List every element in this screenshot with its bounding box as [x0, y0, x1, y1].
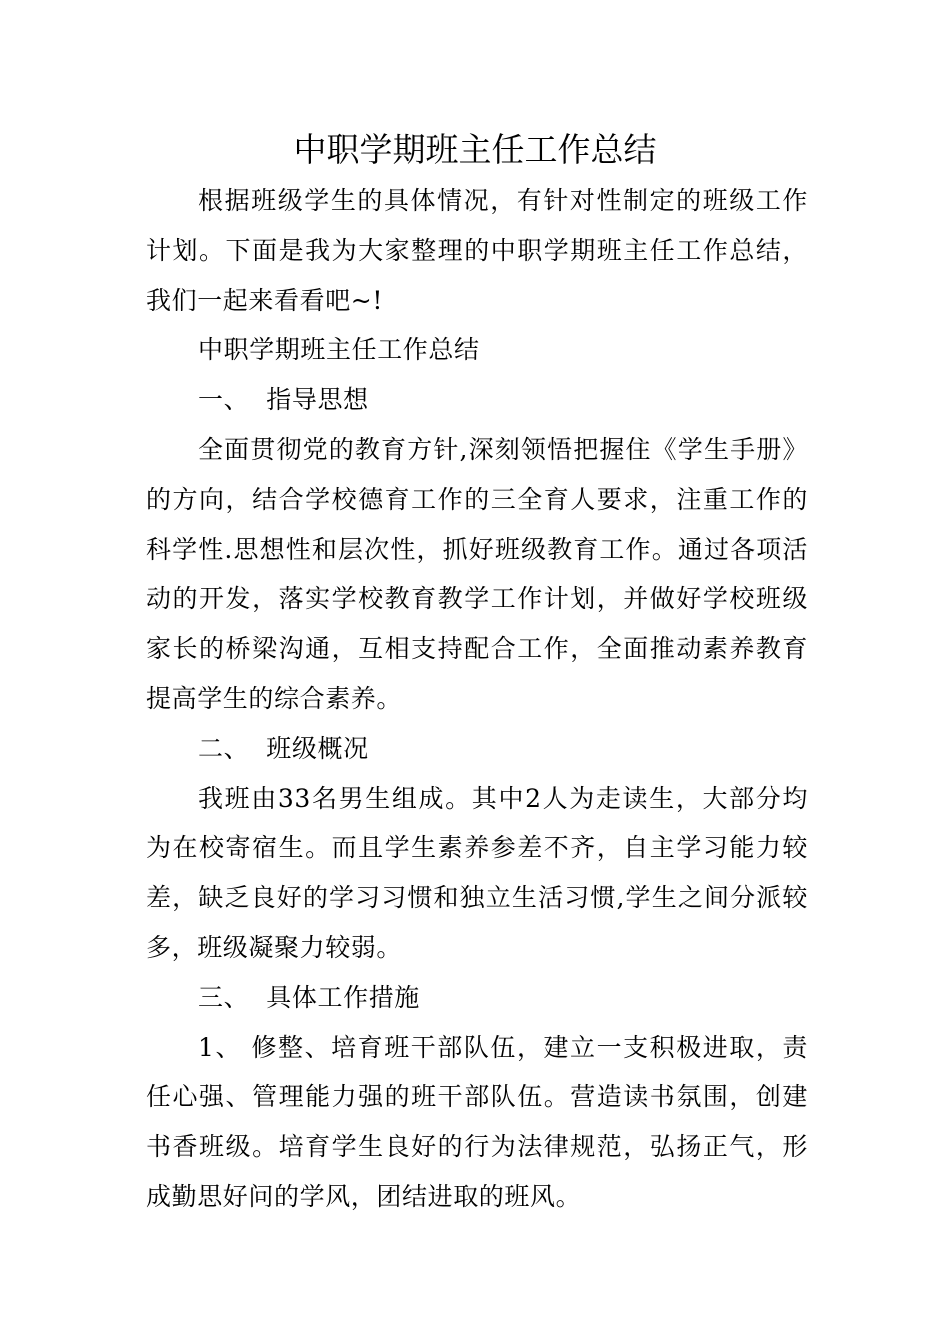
document-body [146, 176, 808, 1222]
intro-paragraph: 根据班级学生的具体情况，有针对性制定的班级工作计划。下面是我为大家整理的中职学期班主任工作总结，我们一起来看看吧~! [146, 186, 808, 315]
section-3-heading: 三、 具体工作措施 [198, 982, 420, 1012]
section-2-paragraph: 我班由33名男生组成。其中2人为走读生，大部分均为在校寄宿生。而且学生素养参差不齐，自主学习能力较差，缺乏良好的学习习惯和独立生活习惯,学生之间分派较多，班级凝聚力较弱。 [146, 783, 808, 962]
subtitle-line: 中职学期班主任工作总结 [198, 335, 480, 365]
section-1-heading: 一、 指导思想 [198, 385, 369, 415]
section-1-paragraph: 全面贯彻党的教育方针,深刻领悟把握住《学生手册》的方向，结合学校德育工作的三全育人要求，注重工作的科学性.思想性和层次性，抓好班级教育工作。通过各项活动的开发，落实学校教育教学工作计划，并做好学校班级家长的桥梁沟通，互相支持配合工作，全面推动素养教育提高学生的综合素养。 [146, 434, 808, 713]
section-3-item-1: 1、 修整、培育班干部队伍，建立一支积极进取，责任心强、管理能力强的班干部队伍。营造读书氛围，创建书香班级。培育学生良好的行为法律规范，弘扬正气，形成勤思好问的学风，团结进取的班风。 [146, 1032, 808, 1211]
section-2-heading: 二、 班级概况 [198, 733, 369, 763]
document-title: 中职学期班主任工作总结 [293, 130, 657, 169]
